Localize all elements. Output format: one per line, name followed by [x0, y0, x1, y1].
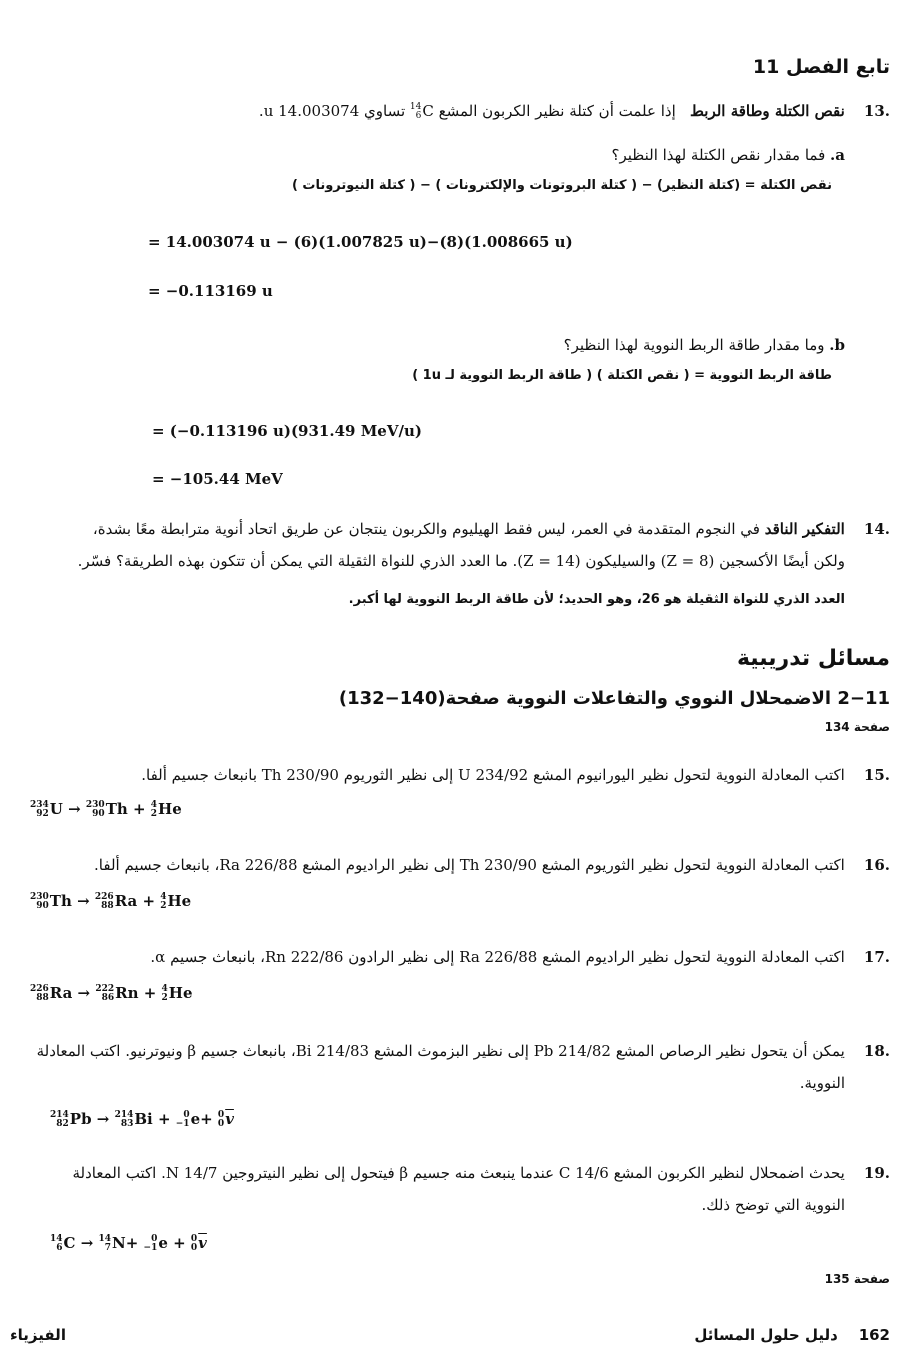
carbon-14-symbol: 14 6 C	[409, 102, 434, 121]
footer-page-number: 162	[858, 1326, 890, 1344]
part-b-text: وما مقدار طاقة الربط النووية لهذا النظير؟	[563, 336, 825, 354]
footer-book-title: دليل حلول المسائل	[694, 1326, 838, 1344]
mass-defect-equation-1: = 14.003074 u − (6)(1.007825 u)−(8)(1.008665 u)	[148, 233, 573, 251]
question-text: يحدث اضمحلال لنظير الكربون المشع C 14/6 عندما ينبعث منه جسيم β فيتحول إلى نظير النيتروجين N 14/7. اكتب المعادلة	[72, 1164, 845, 1182]
question-title: التفكير الناقد	[764, 520, 845, 538]
binding-energy-formula: طاقة الربط النووية = ( نقص الكتلة ) ( طاقة الربط النووية لـ 1u )	[412, 368, 832, 383]
question-15	[10, 762, 890, 788]
question-14-answer: العدد الذري للنواة الثقيلة هو 26، وهو الحديد؛ لأن طاقة الربط النووية لها أكبر.	[348, 592, 845, 607]
question-text: اكتب المعادلة النووية لتحول نظير الراديوم المشع Ra 226/88 إلى نظير الرادون Rn 222/86، بانبعاث جسيم α.	[150, 948, 845, 966]
question-text: اكتب المعادلة النووية لتحول نظير الثوريوم المشع Th 230/90 إلى نظير الراديوم المشع Ra 226/88، بانبعاث جسيم ألفا.	[94, 856, 845, 874]
question-14-line-2: ولكن أيضًا الأكسجين (Z = 8) والسيليكون (Z = 14). ما العدد الذري للنواة الثقيلة التي يمكن أن تتكون بهذه الطريقة؟ فسّر.	[77, 552, 845, 570]
part-a-label: a.	[830, 146, 845, 164]
question-text: اكتب المعادلة النووية لتحول نظير اليورانيوم المشع U 234/92 إلى نظير الثوريوم Th 230/90 بانبعاث جسيم ألفا.	[141, 766, 845, 784]
question-text-2: تساوي u 14.003074.	[258, 102, 406, 120]
mass-defect-equation-2: = −0.113169 u	[148, 282, 273, 300]
page-reference-135: صفحة 135	[824, 1272, 890, 1286]
question-19-line-2: النووية التي توضح ذلك.	[701, 1196, 845, 1214]
chapter-title: تابع الفصل 11	[752, 56, 890, 78]
equation-18: 214 82 Pb → 214 83 Bi + 0 −1 e+ 0 0 $\overline{v}$	[50, 1110, 234, 1129]
subsection-title: 2−11 الاضمحلال النووي والتفاعلات النووية صفحة(140−132)	[338, 688, 890, 709]
question-14	[0, 516, 890, 542]
section-title: مسائل تدريبية	[736, 646, 890, 671]
question-number: .14	[863, 520, 890, 538]
question-text: يمكن أن يتحول نظير الرصاص المشع Pb 214/82 إلى نظير البزموث المشع Bi 214/83، بانبعاث جسيم β ونيوترنيو. اكتب المعادلة	[36, 1042, 845, 1060]
part-a-question	[612, 142, 845, 168]
question-17	[10, 944, 890, 970]
question-19	[0, 1160, 890, 1186]
mass-defect-formula: نقص الكتلة = (كتلة النظير) − ( كتلة البروتونات والإلكترونات ) − ( كتلة النيوترونات )	[291, 178, 832, 193]
question-13	[10, 98, 890, 124]
question-16	[10, 852, 890, 878]
footer-book	[694, 1326, 890, 1344]
question-18	[0, 1038, 890, 1064]
binding-energy-equation-1: = (−0.113196 u)(931.49 MeV/u)	[152, 422, 422, 440]
equation-15: 234 92 U → 230 90 Th + 4 2 He	[30, 800, 182, 819]
question-number: .19	[863, 1164, 890, 1182]
footer-subject: الفيزياء	[10, 1326, 66, 1344]
part-a-text: فما مقدار نقص الكتلة لهذا النظير؟	[611, 146, 826, 164]
binding-energy-equation-2: = −105.44 MeV	[152, 470, 283, 488]
question-18-line-2: النووية.	[799, 1074, 845, 1092]
part-b-question	[564, 332, 845, 358]
question-number: .17	[863, 948, 890, 966]
equation-19: 14 6 C → 14 7 N+ 0 −1 e + 0 0 $\overline{v}$	[50, 1234, 207, 1253]
question-text: إذا علمت أن كتلة نظير الكربون المشع	[438, 102, 676, 120]
page-reference-134: صفحة 134	[824, 720, 890, 734]
question-title: نقص الكتلة وطاقة الربط	[690, 102, 845, 120]
equation-17: 226 88 Ra → 222 86 Rn + 4 2 He	[30, 984, 193, 1003]
equation-16: 230 90 Th → 226 88 Ra + 4 2 He	[30, 892, 192, 911]
question-number: .13	[863, 102, 890, 120]
part-b-label: b.	[829, 336, 845, 354]
question-text: في النجوم المتقدمة في العمر، ليس فقط الهيليوم والكربون ينتجان عن طريق اتحاد أنوية مترابطة معًا بشدة،	[92, 520, 760, 538]
question-number: .18	[863, 1042, 890, 1060]
question-number: .16	[863, 856, 890, 874]
question-number: .15	[863, 766, 890, 784]
